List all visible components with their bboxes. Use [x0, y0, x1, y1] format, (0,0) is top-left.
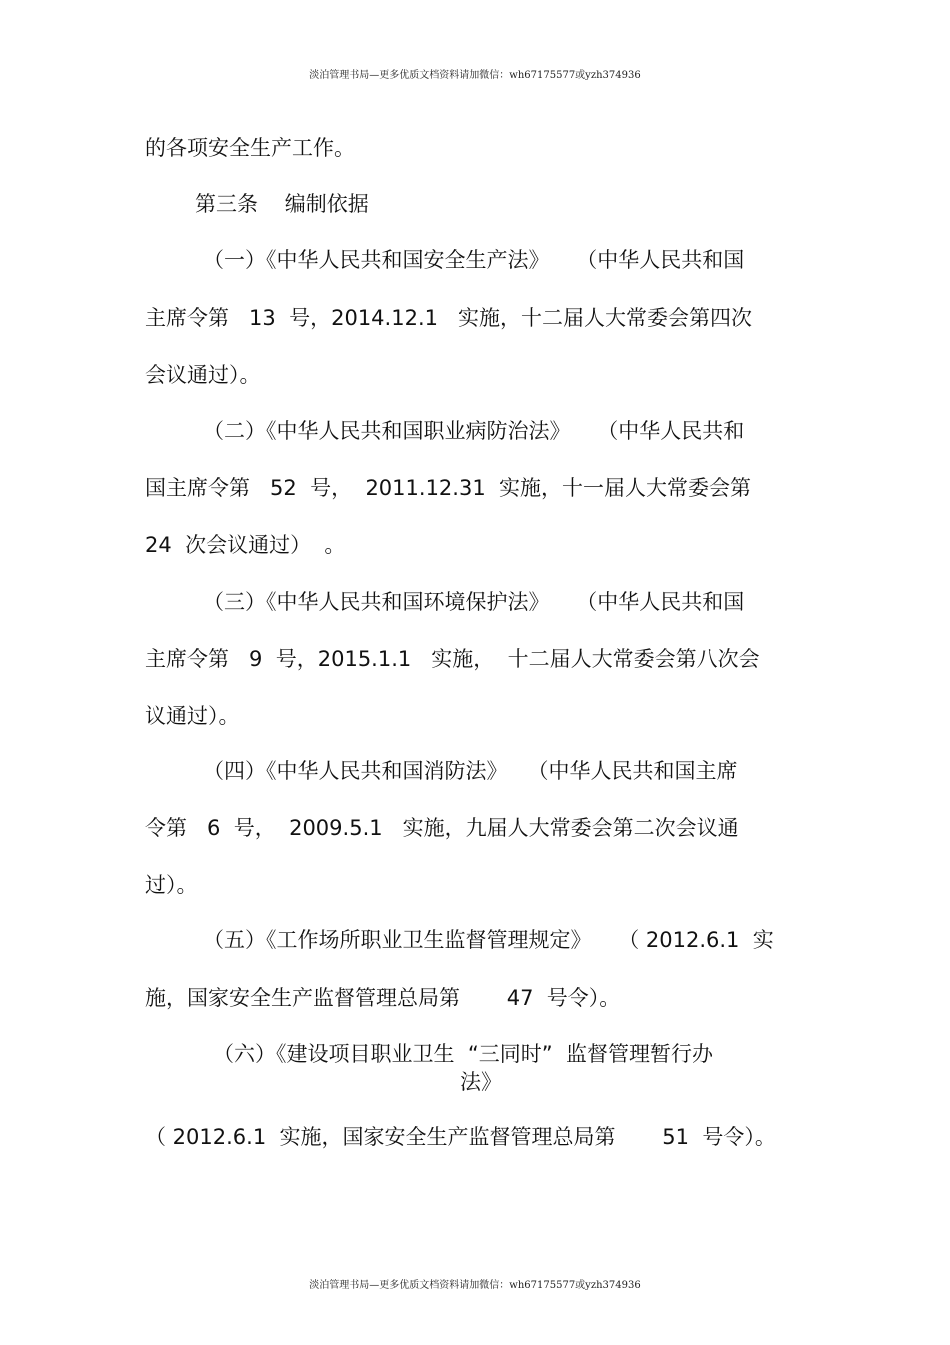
clause-1-line-3: 会议通过）。 — [145, 363, 261, 387]
page-footer-watermark: 淡泊管理书局—更多优质文档资料请加微信：wh67175577或yzh374936 — [309, 1280, 641, 1291]
clause-4-line-2: 令第 6 号， 2009.5.1 实施，九届人大常委会第二次会议通 — [145, 816, 739, 840]
article-heading: 第三条 编制依据 — [195, 192, 369, 216]
clause-2-line-2: 国主席令第 52 号， 2011.12.31 实施，十一届人大常委会第 — [145, 476, 752, 500]
clause-3-line-2: 主席令第 9 号，2015.1.1 实施， 十二届人大常委会第八次会 — [145, 647, 760, 671]
clause-2-line-1: （二）《中华人民共和国职业病防治法》 （中华人民共和 — [203, 419, 745, 443]
page-header-watermark: 淡泊管理书局—更多优质文档资料请加微信：wh67175577或yzh374936 — [309, 70, 641, 81]
clause-5-line-1: （五）《工作场所职业卫生监督管理规定》 （ 2012.6.1 实 — [203, 928, 774, 952]
clause-5-line-2: 施，国家安全生产监督管理总局第 47 号令）。 — [145, 986, 621, 1010]
clause-3-line-3: 议通过）。 — [145, 704, 240, 728]
clause-4-line-3: 过）。 — [145, 873, 198, 897]
clause-2-line-3: 24 次会议通过） 。 — [145, 533, 346, 557]
clause-4-line-1: （四）《中华人民共和国消防法》 （中华人民共和国主席 — [203, 759, 738, 783]
clause-3-line-1: （三）《中华人民共和国环境保护法》 （中华人民共和国 — [203, 590, 745, 614]
body-line-1: 的各项安全生产工作。 — [145, 136, 355, 160]
clause-6-line-1: （六）《建设项目职业卫生 “三同时” 监督管理暂行办 — [213, 1042, 713, 1066]
clause-1-line-1: （一）《中华人民共和国安全生产法》 （中华人民共和国 — [203, 248, 745, 272]
clause-6-line-2: 法》 — [460, 1070, 502, 1094]
clause-1-line-2: 主席令第 13 号，2014.12.1 实施，十二届人大常委会第四次 — [145, 306, 752, 330]
clause-6-line-3: （ 2012.6.1 实施，国家安全生产监督管理总局第 51 号令）。 — [145, 1125, 776, 1149]
